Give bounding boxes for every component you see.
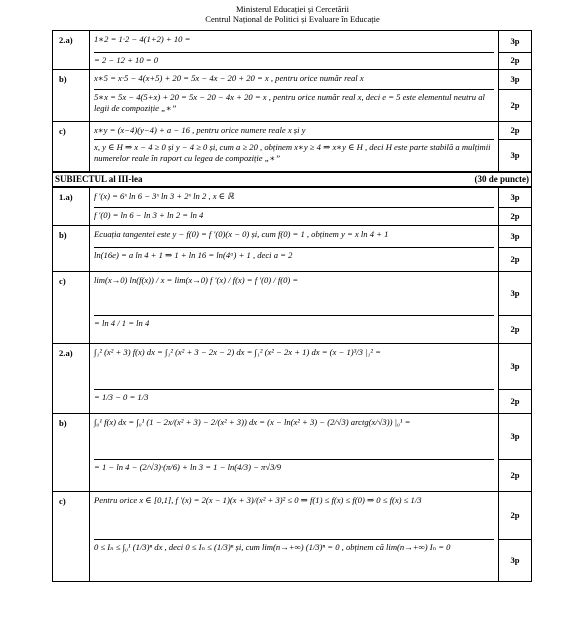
solution-cell [90, 70, 499, 122]
problem-row [53, 226, 532, 272]
solution-step: = 1 − ln 4 − (2/√3)·(π/6) + ln 3 = 1 − ln(4/3) − π√3/9 [94, 462, 282, 472]
problem-row [53, 492, 532, 582]
points-cell [499, 31, 532, 70]
problem-row [53, 344, 532, 414]
problem-row [53, 31, 532, 70]
section3-table [52, 187, 532, 582]
points-value: 3p [499, 344, 531, 390]
problem-label: b) [53, 70, 90, 122]
solution-step: = 2 − 12 + 10 = 0 [94, 55, 159, 65]
points-value: 2p [510, 55, 520, 65]
points-value: 2p [499, 492, 531, 540]
points-value: 2p [499, 122, 531, 140]
solution-step: ∫₁² (x² + 3) f(x) dx = ∫₁² (x² + 3 − 2x − 2) dx = ∫₁² (x² − 2x + 1) dx = (x − 1)³/3 |₁² = [94, 345, 494, 390]
problem-label: 2.a) [53, 31, 90, 70]
solution-step: = 1/3 − 0 = 1/3 [94, 392, 149, 402]
solution-step: Ecuația tangentei este y − f(0) = f ′(0)(x − 0) și, cum f(0) = 1 , obținem y = x ln 4 + 1 [94, 227, 494, 248]
solution-step: f ′(0) = ln 6 − ln 3 + ln 2 = ln 4 [94, 210, 204, 220]
problem-row [53, 188, 532, 226]
solution-step: f ′(x) = 6ˣ ln 6 − 3ˣ ln 3 + 2ˣ ln 2 , x ∈ ℝ [94, 189, 494, 208]
points-value: 3p [499, 272, 531, 316]
points-value: 3p [499, 414, 531, 460]
center-line: Centrul Național de Politici și Evaluare în Educație [205, 14, 380, 24]
points-value: 2p [510, 323, 520, 334]
section2-table [52, 30, 532, 172]
points-cell [499, 122, 532, 172]
solution-cell [90, 344, 499, 414]
solution-step: x∗5 = x·5 − 4(x+5) + 20 = 5x − 4x − 20 + 20 = x , pentru orice număr real x [94, 71, 494, 90]
points-value: 3p [510, 554, 520, 565]
points-value: 2p [510, 99, 520, 110]
solution-step: lim(x→0) ln(f(x)) / x = lim(x→0) f ′(x) / f(x) = f ′(0) / f(0) = [94, 273, 494, 316]
solution-step: 5∗x = 5x − 4(5+x) + 20 = 5x − 20 − 4x + 20 = x , pentru orice număr real x, deci e = 5 este elementul neutru al legii de compoziție „∗” [94, 92, 485, 113]
solution-cell [90, 188, 499, 226]
problem-row [53, 272, 532, 344]
solution-cell [90, 226, 499, 272]
solution-step: ∫₀¹ f(x) dx = ∫₀¹ (1 − 2x/(x² + 3) − 2/(x² + 3)) dx = (x − ln(x² + 3) − (2/√3) arctg(x/√3)) |₀¹ = [94, 415, 494, 460]
problem-row [53, 122, 532, 172]
points-value: 2p [510, 210, 520, 221]
ministry-line: Ministerul Educației și Cercetării [235, 4, 350, 14]
problem-label: c) [53, 272, 90, 344]
solution-step: x, y ∈ H ⇒ x − 4 ≥ 0 și y − 4 ≥ 0 și, cum a ≥ 20 , obținem x∗y ≥ 4 ⇒ x∗y ∈ H , deci H este parte stabilă a mulțimii numerelor reale în raport cu legea de compoziție „∗” [94, 142, 491, 163]
solution-step: 0 ≤ Iₙ ≤ ∫₀¹ (1/3)ⁿ dx , deci 0 ≤ Iₙ ≤ (1/3)ⁿ și, cum lim(n→+∞) (1/3)ⁿ = 0 , obținem că lim(n→+∞) Iₙ = 0 [94, 542, 451, 552]
points-value: 3p [499, 70, 531, 90]
solution-step: 1∗2 = 1·2 − 4(1+2) + 10 = [94, 32, 494, 53]
points-value: 2p [510, 395, 520, 406]
points-cell [499, 492, 532, 582]
solution-step: = ln 4 / 1 = ln 4 [94, 318, 150, 328]
problem-row [53, 414, 532, 492]
points-value: 3p [499, 188, 531, 208]
problem-label: c) [53, 492, 90, 582]
points-cell [499, 272, 532, 344]
points-value: 2p [510, 469, 520, 480]
problem-label: 1.a) [53, 188, 90, 226]
solution-cell [90, 492, 499, 582]
solution-step: x∗y = (x−4)(y−4) + a − 16 , pentru orice numere reale x și y [94, 123, 494, 140]
solution-step: ln(16e) = a ln 4 + 1 ⇒ 1 + ln 16 = ln(4ᵃ) + 1 , deci a = 2 [94, 250, 293, 260]
points-cell [499, 226, 532, 272]
points-value: 3p [499, 226, 531, 248]
points-value: 3p [499, 31, 531, 53]
points-cell [499, 414, 532, 492]
points-cell [499, 70, 532, 122]
section3-title: SUBIECTUL al III-lea [53, 173, 293, 187]
problem-label: b) [53, 226, 90, 272]
points-cell [499, 188, 532, 226]
solution-cell [90, 272, 499, 344]
solution-cell [90, 31, 499, 70]
problem-label: 2.a) [53, 344, 90, 414]
problem-label: b) [53, 414, 90, 492]
points-value: 2p [510, 253, 520, 264]
section3-title-row [52, 172, 532, 187]
solution-cell [90, 414, 499, 492]
solution-cell [90, 122, 499, 172]
section3-points: (30 de puncte) [292, 173, 532, 187]
problem-row [53, 70, 532, 122]
points-value: 3p [510, 149, 520, 160]
page-header [0, 0, 585, 24]
points-cell [499, 344, 532, 414]
solution-step: Pentru orice x ∈ [0,1], f ′(x) = 2(x − 1)(x + 3)/(x² + 3)² ≤ 0 ⇒ f(1) ≤ f(x) ≤ f(0) ⇒ 0 ≤ f(x) ≤ 1/3 [94, 493, 494, 540]
grading-scheme [52, 30, 532, 582]
problem-label: c) [53, 122, 90, 172]
